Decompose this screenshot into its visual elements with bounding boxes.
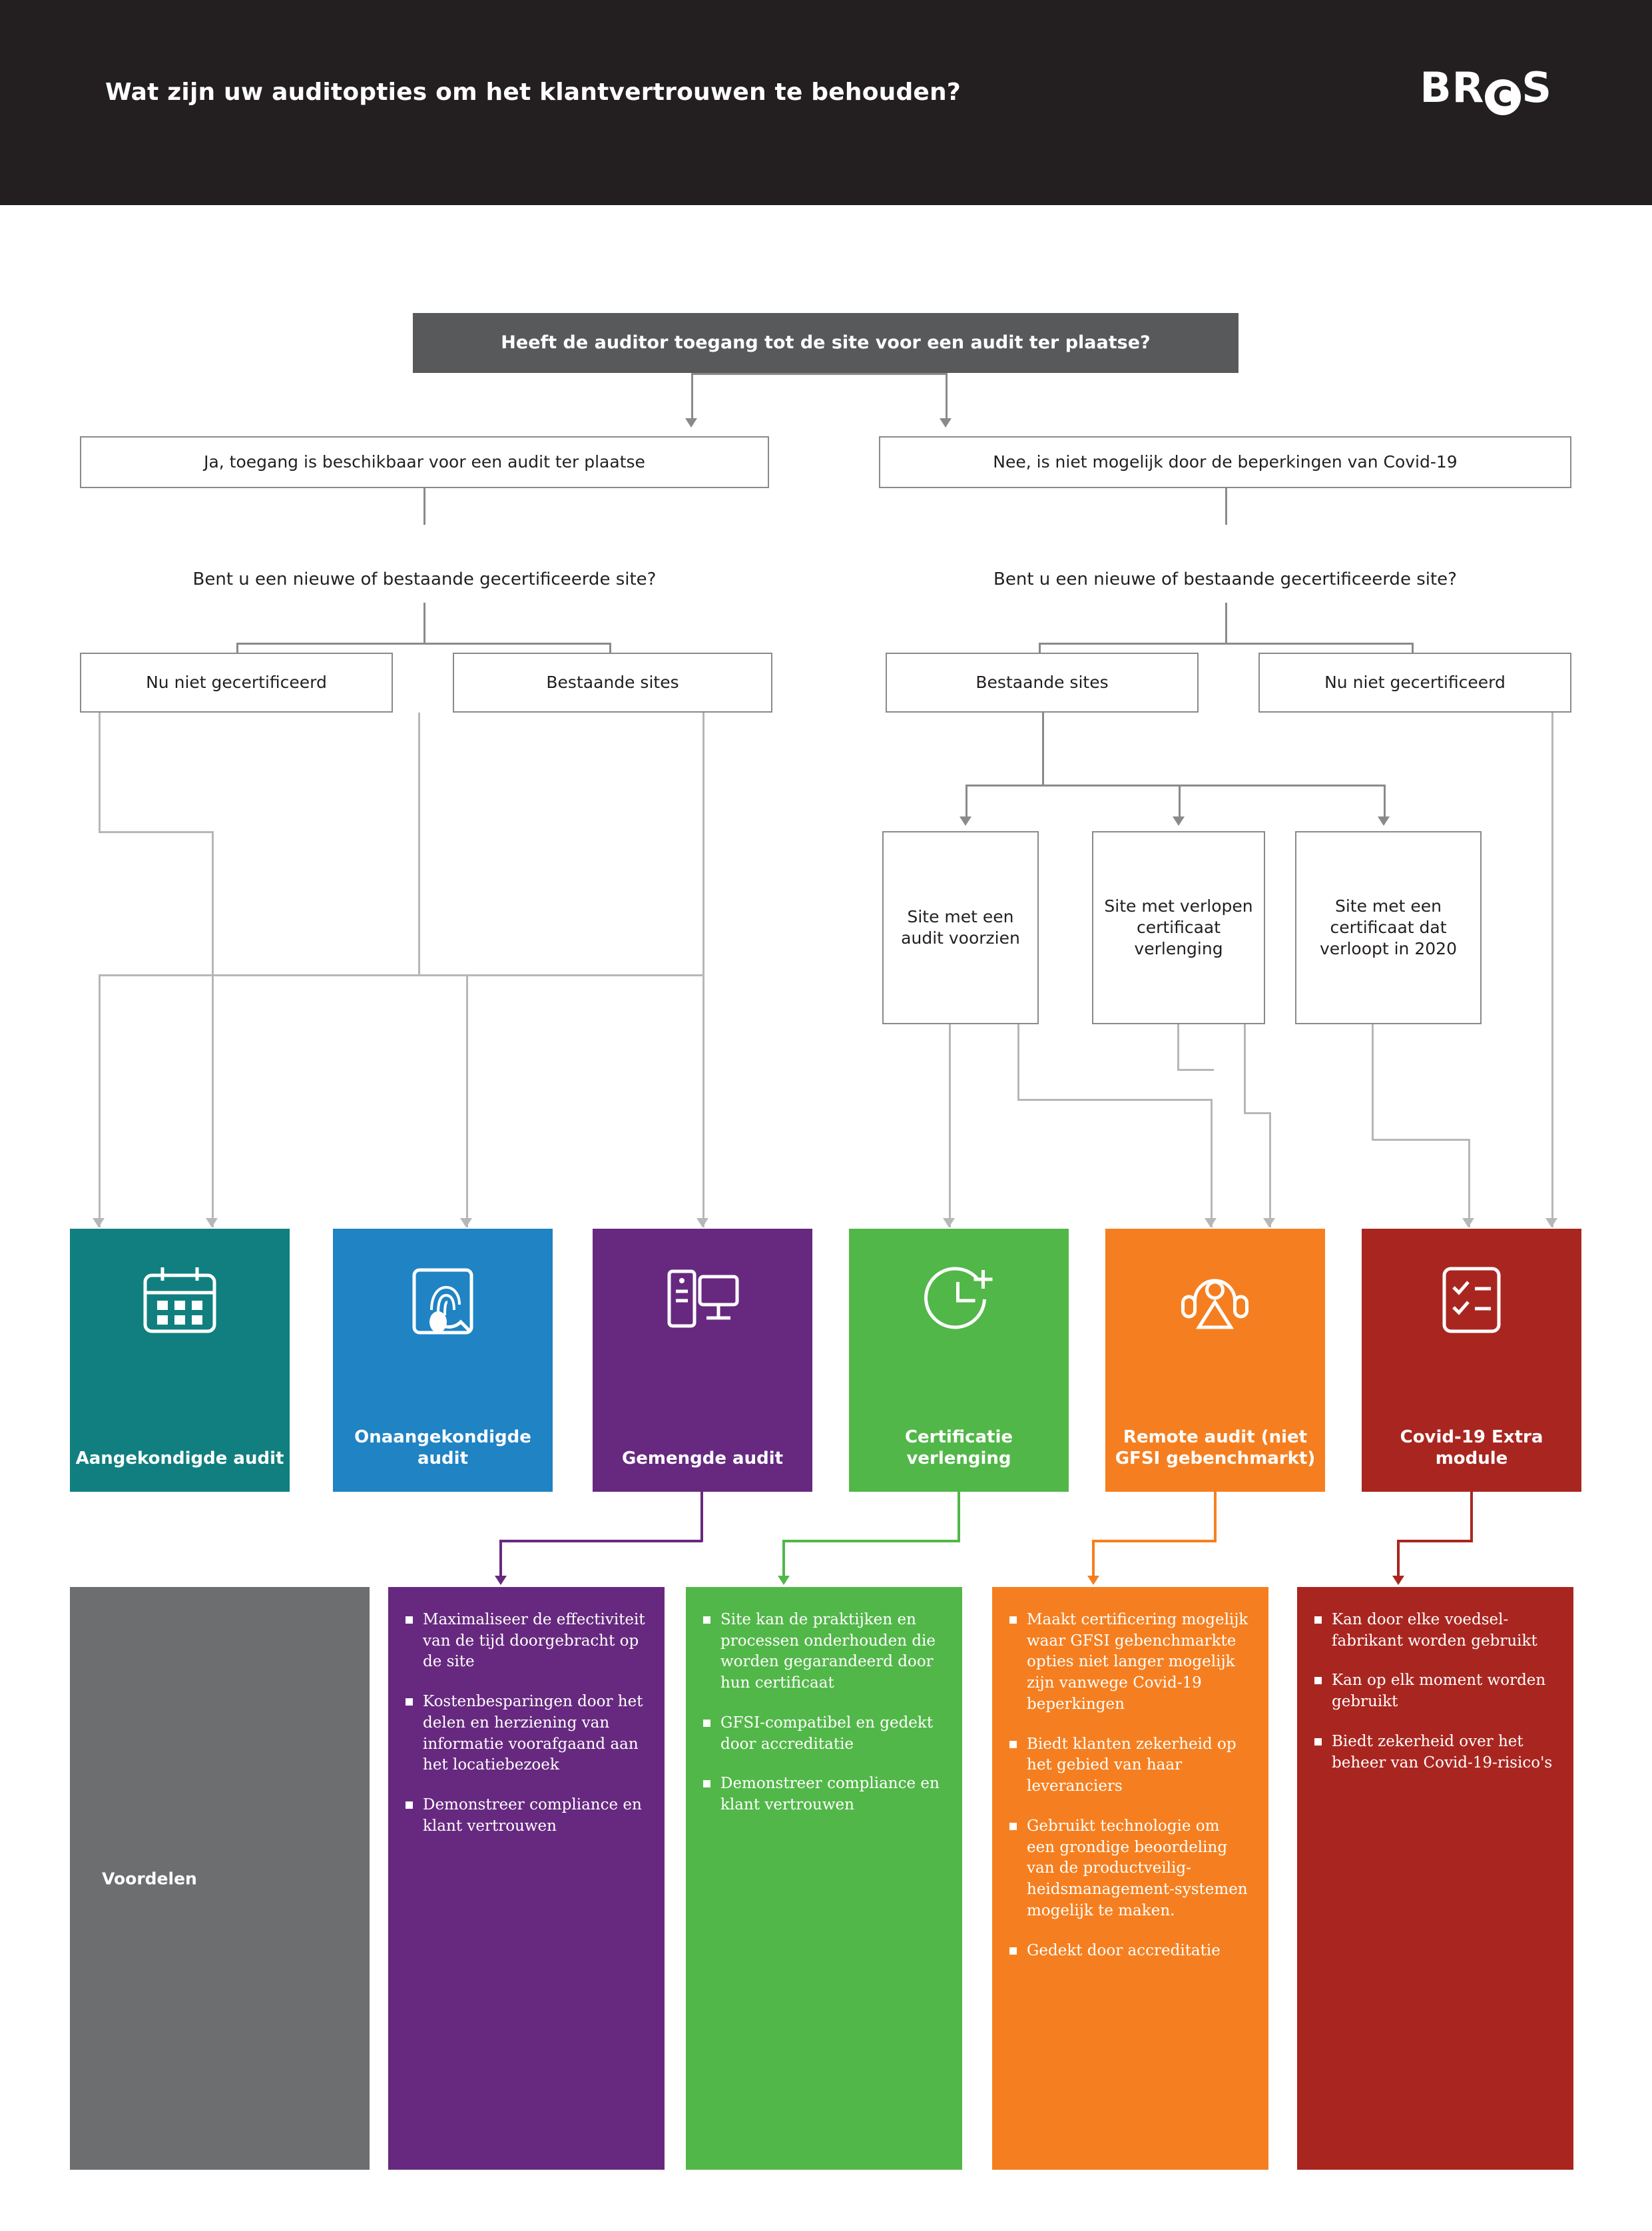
connector [1468, 1139, 1470, 1227]
connector [691, 373, 948, 375]
connector [1177, 1069, 1214, 1071]
connector [1039, 643, 1412, 645]
list-item: GFSI-compatibel en gedekt door accreditatie [703, 1713, 945, 1755]
list-item: Kostenbesparingen door het delen en herziening van informatie voorafgaand aan het locatiebezoek [406, 1692, 647, 1776]
connector [1244, 1024, 1246, 1114]
connector-arrow [943, 1218, 955, 1227]
connector [691, 373, 693, 418]
result-card-certification-extension[interactable] [849, 1229, 1069, 1492]
page-header [0, 0, 1652, 205]
list-item: Maakt certificering mogelijk waar GFSI gebenchmarkte opties niet langer mogelijk zijn vanwege Covid-19 beperkingen [1009, 1610, 1251, 1716]
logo-text-left: BR [1420, 63, 1485, 112]
connector [466, 974, 468, 1227]
connector [1225, 488, 1227, 525]
list-item: Maximaliseer de effectiviteit van de tijd doorgebracht op de site [406, 1610, 647, 1673]
headset-person-icon [1174, 1263, 1257, 1339]
connector [1211, 1099, 1213, 1227]
flow-branch-no: Nee, is niet mogelijk door de beperkingen van Covid-19 [879, 436, 1571, 488]
connector-arrow [1462, 1218, 1474, 1227]
connector [1412, 643, 1414, 653]
result-card-label: Gemengde audit [621, 1448, 784, 1468]
connector [609, 643, 611, 653]
result-card-label: Onaangekondigde audit [354, 1427, 531, 1468]
result-card-label: Remote audit (niet GFSI gebenchmarkt) [1115, 1427, 1316, 1468]
logo-text-right: S [1521, 63, 1552, 112]
connector [1179, 785, 1181, 816]
connector [212, 974, 214, 1227]
connector [99, 831, 212, 833]
connector [418, 713, 420, 974]
flow-left-option-not-certified: Nu niet gecertificeerd [80, 653, 393, 713]
list-item: Biedt zekerheid over het beheer van Covid-19-risico's [1314, 1732, 1556, 1773]
connector-arrow [1173, 816, 1185, 826]
connector [1039, 643, 1041, 653]
connector-arrow [1263, 1218, 1275, 1227]
flow-left-question: Bent u een nieuwe of bestaande gecertificeerde site? [192, 569, 657, 589]
result-card-label: Aangekondigde audit [75, 1448, 284, 1468]
connector [949, 1024, 951, 1227]
connector [1269, 1112, 1271, 1227]
connector [418, 974, 704, 976]
page-title: Wat zijn uw auditopties om het klantvertrouwen te behouden? [105, 79, 961, 106]
connector [965, 785, 967, 816]
result-card-unannounced-audit[interactable] [333, 1229, 553, 1492]
list-item: Gedekt door accreditatie [1009, 1941, 1251, 1962]
connector [1177, 1024, 1179, 1071]
list-item: Kan door elke voedsel-fabrikant worden gebruikt [1314, 1610, 1556, 1652]
flow-sub-expired-extension: Site met verlopen certificaat verlenging [1092, 831, 1265, 1024]
flow-root-question: Heeft de auditor toegang tot de site voor een audit ter plaatse? [413, 313, 1239, 373]
connector-arrow [93, 1218, 105, 1227]
connector-arrow [685, 418, 697, 428]
connector [423, 603, 425, 643]
calendar-icon [140, 1263, 220, 1339]
panel-voordelen [70, 1587, 370, 2170]
panel-voordelen-label: Voordelen [102, 1869, 197, 1888]
connector [99, 974, 101, 1227]
result-card-remote-audit[interactable] [1105, 1229, 1325, 1492]
checklist-icon [1435, 1263, 1508, 1339]
connector-arrow [696, 1218, 708, 1227]
connector [1372, 1024, 1374, 1141]
connector [212, 831, 214, 974]
connector-arrow [1205, 1218, 1217, 1227]
connector [236, 643, 238, 653]
clock-plus-icon [921, 1263, 997, 1339]
connector [423, 488, 425, 525]
result-card-label: Certificatie verlenging [904, 1427, 1013, 1468]
connector [1225, 603, 1227, 643]
connector [1244, 1112, 1269, 1114]
list-item: Site kan de praktijken en processen onderhouden die worden gegarandeerd door hun certificaat [703, 1610, 945, 1694]
list-item: Biedt klanten zekerheid op het gebied van haar leveranciers [1009, 1734, 1251, 1797]
connector [99, 713, 101, 831]
desktop-computer-icon [663, 1263, 742, 1339]
connector-arrow [940, 418, 952, 428]
flow-sub-expiring-2020: Site met een certificaat dat verloopt in 2020 [1295, 831, 1482, 1024]
connector [1551, 713, 1553, 1227]
list-item: Demonstreer compliance en klant vertrouwen [703, 1773, 945, 1815]
connector [1017, 1024, 1019, 1101]
connector [1384, 785, 1386, 816]
flow-right-option-not-certified: Nu niet gecertificeerd [1258, 653, 1571, 713]
panel-gemengde-benefits [388, 1587, 665, 2170]
globe-icon: C [1485, 79, 1521, 115]
connector-arrow [1545, 1218, 1557, 1227]
connector [1372, 1139, 1468, 1141]
result-card-label: Covid-19 Extra module [1400, 1427, 1543, 1468]
connector-arrow [206, 1218, 218, 1227]
flow-right-question: Bent u een nieuwe of bestaande gecertificeerde site? [993, 569, 1457, 589]
panel-remote-benefits [992, 1587, 1268, 2170]
brcgs-logo [1420, 63, 1552, 115]
list-item: Demonstreer compliance en klant vertrouwen [406, 1795, 647, 1837]
flow-branch-yes: Ja, toegang is beschikbaar voor een audit ter plaatse [80, 436, 769, 488]
connector [965, 785, 1385, 787]
connector-arrow [1378, 816, 1390, 826]
flow-left-option-existing: Bestaande sites [453, 653, 772, 713]
list-item: Kan op elk moment worden gebruikt [1314, 1670, 1556, 1712]
panel-certificatie-benefits [686, 1587, 962, 2170]
list-item: Gebruikt technologie om een grondige beoordeling van de productveilig-heidsmanagement-systemen mogelijk te maken. [1009, 1816, 1251, 1922]
flow-sub-scheduled-audit: Site met een audit voorzien [882, 831, 1039, 1024]
connector-arrow [460, 1218, 472, 1227]
result-card-announced-audit[interactable] [70, 1229, 290, 1492]
connector [236, 643, 609, 645]
flow-right-option-existing: Bestaande sites [886, 653, 1199, 713]
connector [1017, 1099, 1211, 1101]
connector [702, 974, 704, 1227]
panel-covid-benefits [1297, 1587, 1573, 2170]
fingerprint-touch-icon [406, 1263, 479, 1343]
connector [99, 974, 418, 976]
result-card-covid-module[interactable] [1362, 1229, 1581, 1492]
connector [702, 713, 704, 974]
connector-arrow [960, 816, 971, 826]
connector [946, 373, 948, 418]
connector [1042, 713, 1044, 786]
result-card-blended-audit[interactable] [593, 1229, 812, 1492]
